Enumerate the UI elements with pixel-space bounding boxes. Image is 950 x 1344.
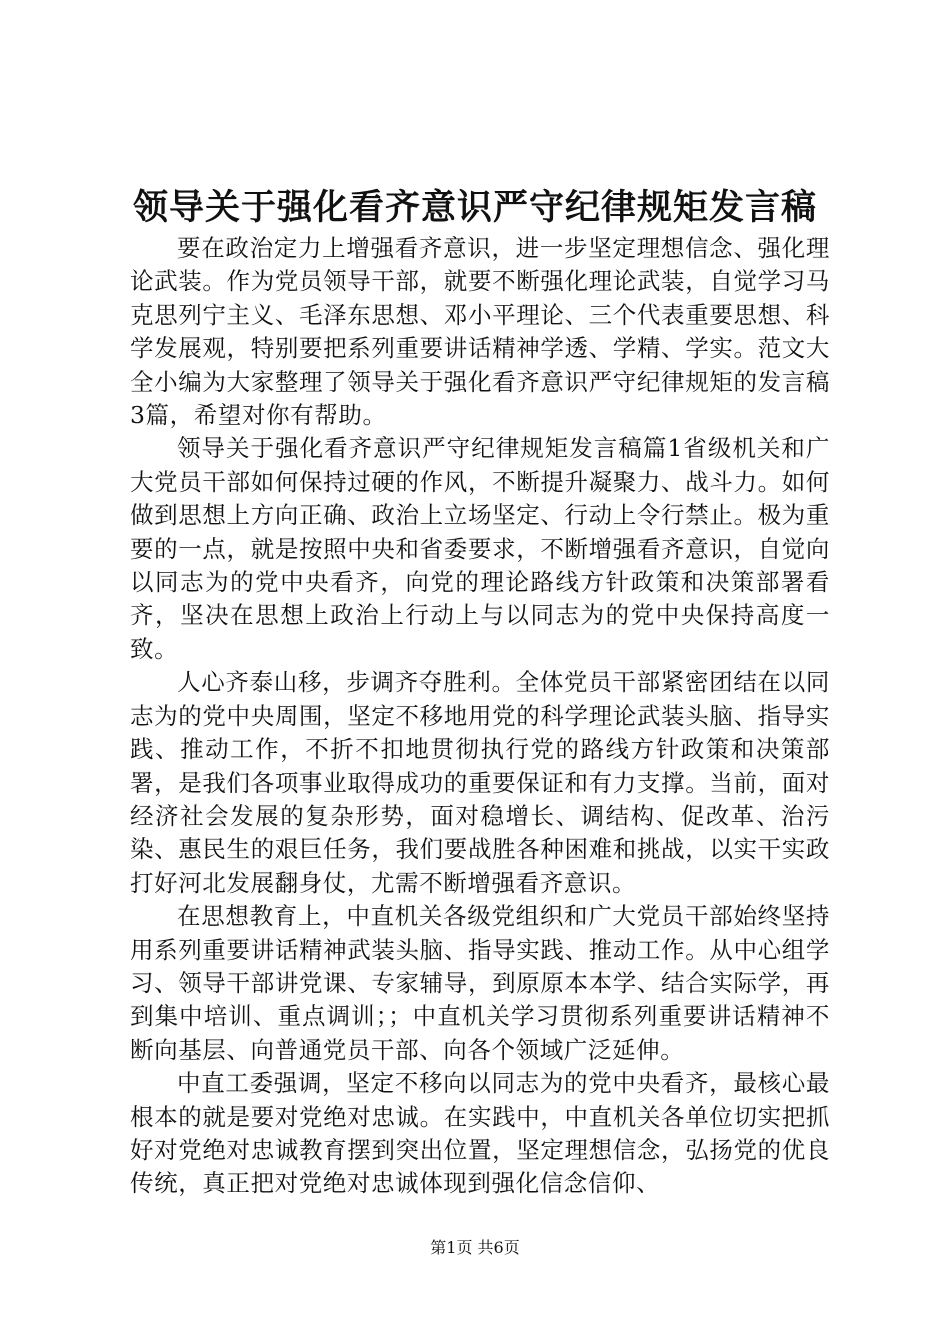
page-number-footer: 第1页 共6页 (430, 1238, 520, 1257)
document-title: 领导关于强化看齐意识严守纪律规矩发言稿 (132, 187, 817, 228)
paragraph-4: 在思想教育上，中直机关各级党组织和广大党员干部始终坚持用系列重要讲话精神武装头脑、指导实践、推动工作。从中心组学习、领导干部讲党课、专家辅导，到原原本本学、结合实际学，再到集中培训、重点调训；；中直机关学习贯彻系列重要讲话精神不断向基层、向普通党员干部、向各个领域广泛延伸。 (130, 902, 830, 1064)
paragraph-1: 要在政治定力上增强看齐意识，进一步坚定理想信念、强化理论武装。作为党员领导干部，就要不断强化理论武装，自觉学习马克思列宁主义、毛泽东思想、邓小平理论、三个代表重要思想、科学发展观，特别要把系列重要讲话精神学透、学精、学实。范文大全小编为大家整理了领导关于强化看齐意识严守纪律规矩的发言稿3篇，希望对你有帮助。 (130, 234, 830, 430)
paragraph-2: 领导关于强化看齐意识严守纪律规矩发言稿篇1省级机关和广大党员干部如何保持过硬的作风，不断提升凝聚力、战斗力。如何做到思想上方向正确、政治上立场坚定、行动上令行禁止。极为重要的一点，就是按照中央和省委要求，不断增强看齐意识，自觉向以同志为的党中央看齐，向党的理论路线方针政策和决策部署看齐，坚决在思想上政治上行动上与以同志为的党中央保持高度一致。 (130, 434, 830, 663)
paragraph-5: 中直工委强调，坚定不移向以同志为的党中央看齐，最核心最根本的就是要对党绝对忠诚。在实践中，中直机关各单位切实把抓好对党绝对忠诚教育摆到突出位置，坚定理想信念，弘扬党的优良传统，真正把对党绝对忠诚体现到强化信念信仰、 (130, 1069, 830, 1198)
paragraph-3: 人心齐泰山移，步调齐夺胜利。全体党员干部紧密团结在以同志为的党中央周围，坚定不移地用党的科学理论武装头脑、指导实践、推动工作，不折不扣地贯彻执行党的路线方针政策和决策部署，是我们各项事业取得成功的重要保证和有力支撑。当前，面对经济社会发展的复杂形势，面对稳增长、调结构、促改革、治污染、惠民生的艰巨任务，我们要战胜各种困难和挑战，以实干实政打好河北发展翻身仗，尤需不断增强看齐意识。 (130, 668, 830, 897)
document-body (130, 232, 830, 1201)
